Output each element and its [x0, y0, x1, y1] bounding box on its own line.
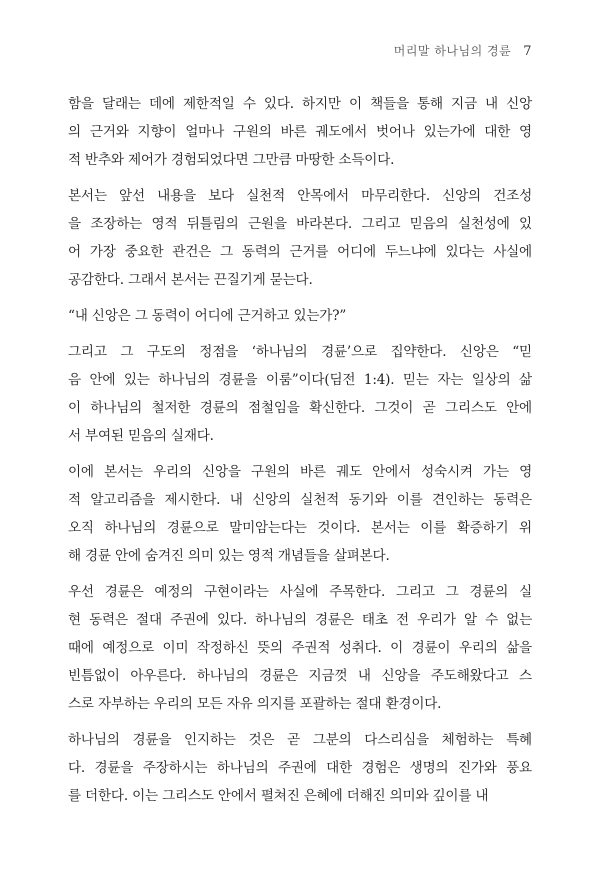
text-line: 그리고 그 구도의 정점을 ‘하나님의 경륜’으로 집약한다. 신앙은 “믿 — [68, 344, 532, 360]
text-line: 의 근거와 지향이 얼마나 구원의 바른 궤도에서 벗어나 있는가에 대한 영 — [68, 124, 532, 140]
page-number: 7 — [523, 44, 532, 59]
text-line: 을 조장하는 영적 뒤틀림의 근원을 바라본다. 그리고 믿음의 실천성에 있 — [68, 216, 532, 232]
text-line: 우선 경륜은 예정의 구현이라는 사실에 주목한다. 그리고 그 경륜의 실 — [68, 584, 532, 600]
text-line: 공감한다. 그래서 본서는 끈질기게 묻는다. — [68, 272, 313, 288]
paragraph-gap — [68, 330, 532, 338]
text-line: 를 더한다. 이는 그리스도 안에서 펼쳐진 은혜에 더해진 의미와 깊이를 내 — [68, 788, 489, 804]
text-line: 이 하나님의 철저한 경륜의 점철임을 확신한다. 그것이 곧 그리스도 안에 — [68, 400, 532, 416]
text-line: 오직 하나님의 경륜으로 말미암는다는 것이다. 본서는 이를 확증하기 위 — [68, 520, 532, 536]
text-line: 본서는 앞선 내용을 보다 실천적 안목에서 마무리한다. 신앙의 건조성 — [68, 188, 532, 204]
paragraph — [68, 90, 532, 174]
text-line: 스로 자부하는 우리의 모든 자유 의지를 포괄하는 절대 환경이다. — [68, 696, 442, 712]
text-line: 어 가장 중요한 관건은 그 동력의 근거를 어디에 두느냐에 있다는 사실에 — [68, 244, 532, 260]
paragraph-gap — [68, 450, 532, 458]
paragraph — [68, 182, 532, 294]
text-line: 다. 경륜을 주장하시는 하나님의 주권에 대한 경험은 생명의 진가와 풍요 — [68, 760, 532, 776]
text-line: 적 알고리즘을 제시한다. 내 신앙의 실천적 동기와 이를 견인하는 동력은 — [68, 492, 532, 508]
paragraph — [68, 458, 532, 570]
text-line: 이에 본서는 우리의 신앙을 구원의 바른 궤도 안에서 성숙시켜 가는 영 — [68, 464, 532, 480]
paragraph — [68, 338, 532, 450]
text-line: 현 동력은 절대 주권에 있다. 하나님의 경륜은 태초 전 우리가 알 수 없는 — [68, 612, 532, 628]
paragraph — [68, 302, 532, 330]
header-section-title: 머리말 하나님의 경륜 — [393, 44, 512, 58]
body-text — [68, 90, 532, 810]
text-line: “내 신앙은 그 동력이 어디에 근거하고 있는가?” — [68, 308, 347, 324]
text-line: 빈틈없이 아우른다. 하나님의 경륜은 지금껏 내 신앙을 주도해왔다고 스 — [68, 668, 532, 684]
paragraph-gap — [68, 174, 532, 182]
paragraph — [68, 726, 532, 810]
text-line: 때에 예정으로 이미 작정하신 뜻의 주권적 성취다. 이 경륜이 우리의 삶을 — [68, 640, 532, 656]
paragraph-gap — [68, 294, 532, 302]
text-line: 해 경륜 안에 숨겨진 의미 있는 영적 개념들을 살펴본다. — [68, 548, 390, 564]
paragraph-gap — [68, 718, 532, 726]
paragraph — [68, 578, 532, 718]
running-header — [394, 42, 532, 59]
text-line: 하나님의 경륜을 인지하는 것은 곧 그분의 다스리심을 체험하는 특혜 — [68, 732, 532, 748]
paragraph-gap — [68, 570, 532, 578]
text-line: 서 부여된 믿음의 실재다. — [68, 428, 214, 444]
text-line: 음 안에 있는 하나님의 경륜을 이룸”이다(딤전 1:4). 믿는 자는 일상의 삶 — [68, 372, 532, 388]
text-line: 적 반추와 제어가 경험되었다면 그만큼 마땅한 소득이다. — [68, 152, 395, 168]
text-line: 함을 달래는 데에 제한적일 수 있다. 하지만 이 책들을 통해 지금 내 신앙 — [68, 96, 532, 112]
